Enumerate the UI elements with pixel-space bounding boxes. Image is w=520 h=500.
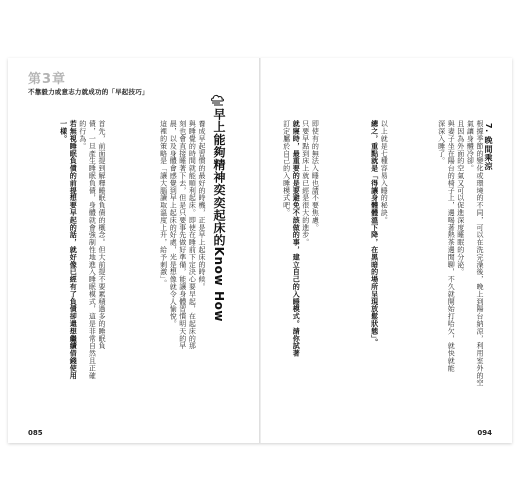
right-text-block-3 <box>281 120 319 357</box>
text-column: 養成早起習慣的最好的時機，正是早上起床的時候。 <box>197 120 206 291</box>
text-column: 的行為。 <box>78 120 87 150</box>
right-text-block-2 <box>369 120 388 346</box>
page-number-right: 094 <box>477 429 492 437</box>
chapter-label: 第3章 <box>28 72 67 87</box>
wind-cloud-icon <box>210 92 226 106</box>
text-column: 根據季節的變化或環境的不同，可以在洗完澡後，晚上到陽台納涼，利用室外的空 <box>475 120 484 387</box>
text-column: 深深入睡了。 <box>437 120 446 165</box>
text-column-emphasis: 若無視睡眠負債的前提想要早起的話，就好像已經有了負債卻還想繼續借錢使用 <box>69 120 78 379</box>
text-column: 訂定屬於自己的入睡模式吧。 <box>282 120 291 217</box>
text-column-emphasis: 就寢時，最重要的是要避免不該做的事，建立自己的入睡模式。請你試著 <box>292 120 301 357</box>
text-column: 與睡覺的時間就能順利起床。即使在睡前下定決心要早起，在起床的那 <box>188 120 197 350</box>
text-column: 與妻子坐在陽台的椅子上，邊喝著熱茶邊閒聊，不久就開始打哈欠，就快就能 <box>447 120 456 372</box>
left-page <box>8 58 259 443</box>
text-column: 且因為外面的空氣又可以促進深度睡眠的分泌。 <box>456 120 465 276</box>
text-column: 刻也會直接睡著下去，但是只要事先做好準備，能讓身體習慣明天的早 <box>178 120 187 350</box>
text-column: 即使有的無法入睡也請不要焦慮。 <box>311 120 320 231</box>
text-column: 債，一旦產生睡眠負債，身體就會強制性地進入睡眠模式，這是非常自然且正確 <box>88 120 97 379</box>
page-number-left: 085 <box>28 429 43 437</box>
text-column: 氣讓身體冷卻。 <box>466 120 475 172</box>
left-text-block-1 <box>158 120 206 349</box>
text-column-emphasis: 總之，重點就是「得讓身體體溫下降，在黑暗的場所呈現放鬆狀態」。 <box>370 120 379 346</box>
left-text-block-2 <box>58 120 106 379</box>
right-page <box>261 58 512 443</box>
text-column: 晨，以及身體會感覺到早上起床的好處，光是想像就令人愉悅。 <box>169 120 178 328</box>
text-column: 這裡的策略是「讓大腦讀取溫度上升，給予刺激」。 <box>159 120 168 287</box>
right-text-block-1 <box>436 120 484 386</box>
section-heading: 早上能夠精神奕奕起床的Know How <box>212 108 226 323</box>
text-column: 以上就是七種容易入睡的秘訣。 <box>380 120 389 224</box>
book-spread <box>8 58 512 443</box>
chapter-subtitle: 不靠毅力或意志力就成功的「早起技巧」 <box>28 88 149 96</box>
text-column: 只要早點到床上就已經是很大的進步。 <box>301 120 310 246</box>
text-column: 首先，前面提到解釋睡眠負債的概念。但大前提不要累積過多的睡眠負 <box>97 120 106 350</box>
subsection-heading: 7. 晚間乘涼 <box>484 123 493 171</box>
text-column-emphasis: 一樣。 <box>59 120 68 143</box>
